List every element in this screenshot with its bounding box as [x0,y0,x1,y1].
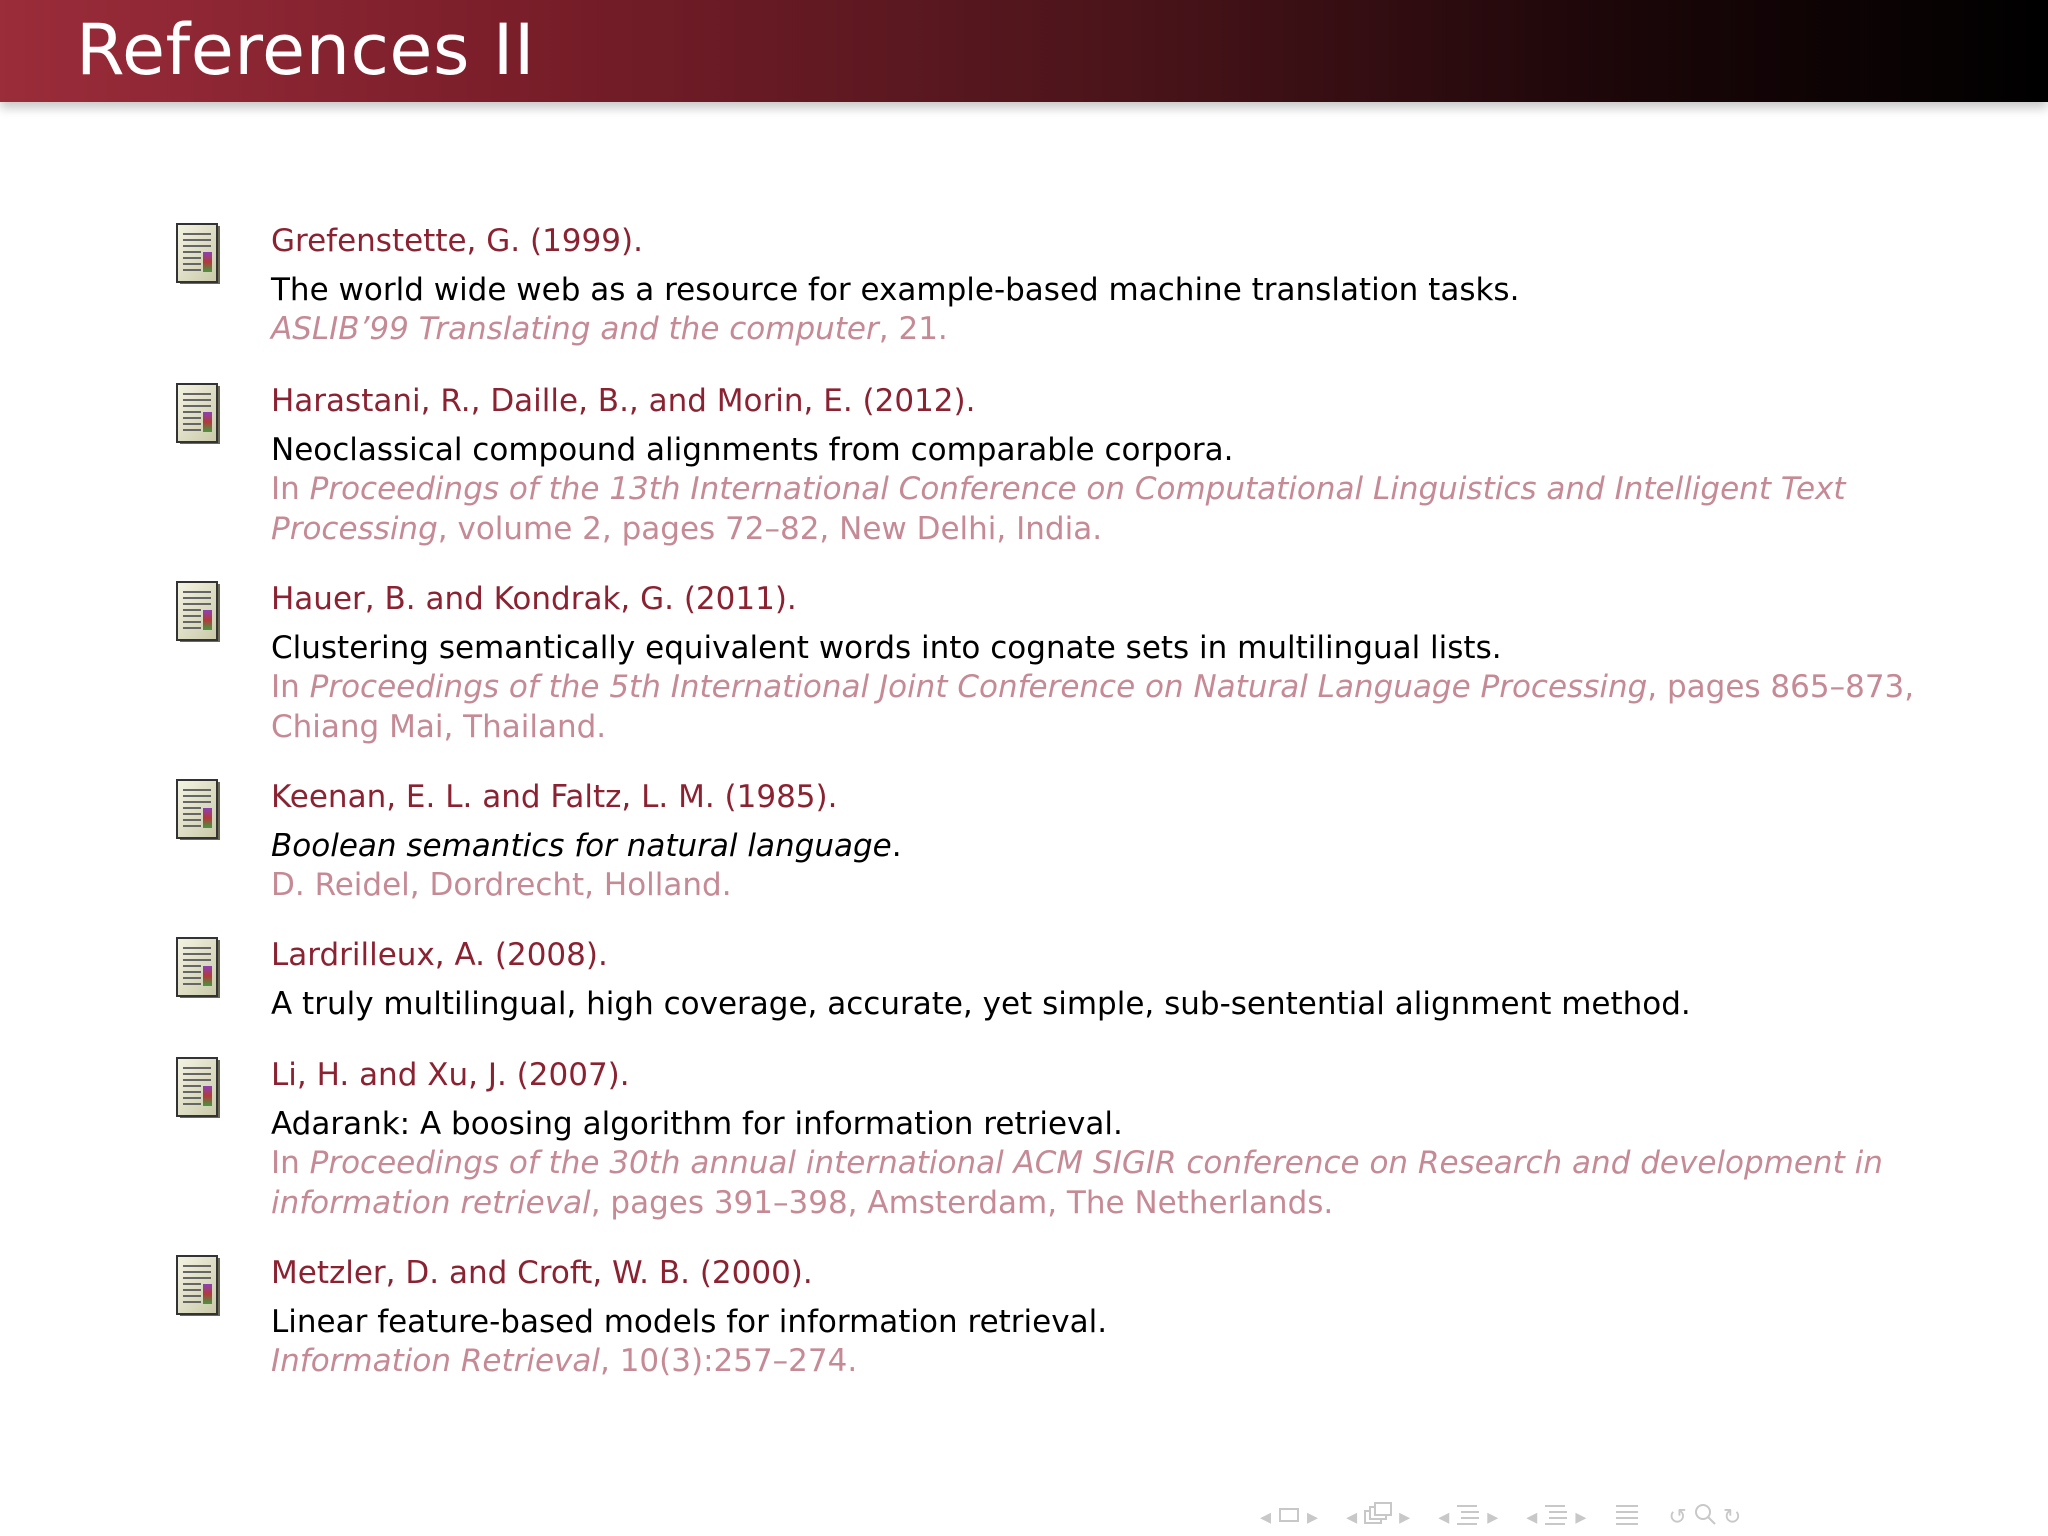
reference-title-suffix: . [891,827,902,864]
reference-venue-line [271,866,1891,906]
reference-venue-segment: In [271,1145,310,1181]
reference-venue-segment: ASLIB’99 Translating and the computer [271,311,879,347]
reference-venue-line [271,1184,1891,1224]
book-icon [175,936,223,1000]
book-icon [175,222,223,286]
reference-text [271,560,1915,747]
reference-authors: Grefenstette, G. (1999). [271,223,643,259]
reference-venue-segment: , pages 391–398, Amsterdam, The Netherlands. [590,1184,1334,1221]
reference-authors: Keenan, E. L. and Faltz, L. M. (1985). [271,779,838,815]
reference-venue-segment: , 10(3):257–274. [600,1343,858,1379]
reference-authors: Li, H. and Xu, J. (2007). [271,1057,630,1093]
reference-venue-segment: In [271,471,310,507]
nav-back-icon[interactable]: ↺ [1668,1504,1687,1530]
reference-venue-line [271,708,1891,748]
book-icon [175,1056,223,1120]
reference-venue-segment: , 21. [878,311,948,347]
reference-title: Neoclassical compound alignments from comparable corpora. [271,431,1234,468]
nav-subsection-group [1346,1502,1410,1532]
reference-venue-segment: D. Reidel, Dordrecht, Holland. [271,867,732,903]
reference-text [271,1234,1891,1382]
reference-venue-segment: Proceedings of the 5th International Joint Conference on Natural Language Processing [309,669,1648,705]
reference-venue-segment: In [271,669,310,705]
reference-venue-segment: information retrieval [271,1184,591,1221]
nav-frame-group [1260,1505,1318,1530]
nav-frame-prev-icon[interactable]: ◂ [1260,1504,1272,1530]
reference-venue-line [271,470,1891,510]
nav-subsection-icon[interactable] [1363,1502,1393,1532]
nav-toc-group [1614,1502,1640,1532]
nav-subsection-prev-icon[interactable]: ◂ [1346,1504,1358,1530]
reference-text [271,916,1891,1024]
reference-authors: Metzler, D. and Croft, W. B. (2000). [271,1255,813,1291]
reference-venue-segment: , pages 865–873, [1647,669,1915,705]
nav-doc-group [1526,1502,1586,1532]
reference-venue-line [271,1342,1891,1382]
nav-doc-prev-icon[interactable]: ◂ [1526,1504,1538,1530]
reference-venue-segment: Proceedings of the 13th International Conference on Computational Linguistics and Intelligent Text [309,471,1846,507]
reference-title: Adarank: A boosing algorithm for information retrieval. [271,1105,1123,1142]
reference-venue-line [271,310,1891,350]
reference-title [271,827,1891,867]
book-icon [175,1254,223,1318]
reference-text [271,758,1891,906]
nav-search-group [1668,1502,1741,1532]
reference-title: The world wide web as a resource for example-based machine translation tasks. [271,271,1520,308]
nav-doc-next-icon[interactable]: ▸ [1575,1504,1587,1530]
book-icon [175,580,223,644]
reference-venue-line [271,668,1915,708]
beamer-navigation-bar [1260,1500,2040,1534]
reference-venue-line [271,1144,1891,1184]
reference-title: Linear feature-based models for information retrieval. [271,1303,1108,1340]
nav-section-next-icon[interactable]: ▸ [1487,1504,1499,1530]
reference-venue-line [271,510,1891,550]
reference-venue-segment: Chiang Mai, Thailand. [271,708,607,745]
nav-forward-icon[interactable]: ↻ [1722,1504,1742,1530]
reference-venue-segment: Processing [271,510,438,547]
reference-venue-segment: , volume 2, pages 72–82, New Delhi, India. [437,510,1103,547]
nav-toc-icon[interactable] [1614,1502,1640,1532]
reference-text [271,202,1891,350]
reference-text [271,362,1891,549]
reference-authors: Lardrilleux, A. (2008). [271,937,608,973]
nav-subsection-next-icon[interactable]: ▸ [1399,1504,1411,1530]
nav-section-icon[interactable] [1455,1502,1481,1532]
nav-frame-next-icon[interactable]: ▸ [1307,1504,1319,1530]
nav-search-icon[interactable] [1693,1502,1717,1532]
nav-section-group [1438,1502,1498,1532]
reference-text [271,1036,1891,1223]
book-icon [175,778,223,842]
reference-title: Clustering semantically equivalent words into cognate sets in multilingual lists. [271,629,1502,666]
nav-doc-icon[interactable] [1543,1502,1569,1532]
reference-title: A truly multilingual, high coverage, accurate, yet simple, sub-sentential alignment method. [271,985,1691,1022]
reference-venue-segment: Information Retrieval [271,1343,600,1379]
reference-title-italic: Boolean semantics for natural language [271,827,892,864]
book-icon [175,382,223,446]
nav-section-prev-icon[interactable]: ◂ [1438,1504,1450,1530]
slide-title-bar [0,0,2048,102]
reference-venue-segment: Proceedings of the 30th annual international ACM SIGIR conference on Research and development in [309,1145,1883,1181]
nav-frame-icon[interactable] [1277,1505,1301,1530]
reference-authors: Harastani, R., Daille, B., and Morin, E. (2012). [271,383,976,419]
reference-authors: Hauer, B. and Kondrak, G. (2011). [271,581,797,617]
slide-title: References II [76,9,536,91]
